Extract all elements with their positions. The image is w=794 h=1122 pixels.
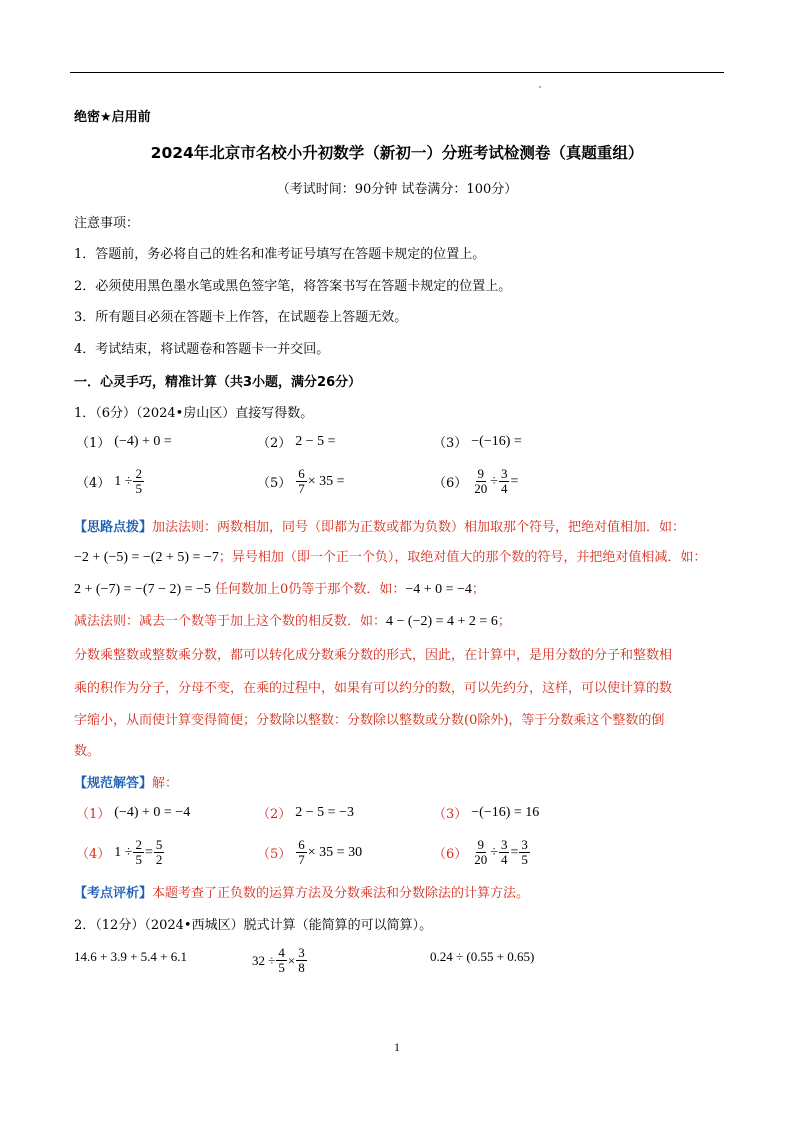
fraction: $\frac{3}{8}$ [298, 945, 305, 975]
section-heading: 一．心灵手巧，精准计算（共3小题，满分26分） [74, 375, 362, 390]
q2-expr-2: 32 ÷ $\frac{4}{5}$ × $\frac{3}{8}$ [252, 945, 305, 975]
secret-label: 绝密★启用前 [74, 110, 151, 125]
fraction: $\frac{2}{5}$ [135, 837, 142, 867]
hint-line-1: 【思路点拨】加法法则：两数相加，同号（即都为正数或都为负数）相加取那个符号，把绝对值相加．如： [74, 520, 686, 535]
q1-item-5: （5） $\frac{6}{7}$ × 35 = [257, 466, 345, 496]
note-item: 4．考试结束，将试题卷和答题卡一并交回。 [74, 342, 330, 357]
hint-line-6: 乘的积作为分子，分母不变，在乘的过程中，如果有可以约分的数，可以先约分，这样，可以使计算的数 [74, 681, 673, 696]
page-title: 2024年北京市名校小升初数学（新初一）分班考试检测卷（真题重组） [150, 144, 644, 162]
answer-item-1: （1） (−4) + 0 = −4 [76, 804, 191, 822]
fraction: $\frac{2}{5}$ [135, 466, 142, 496]
review-line: 【考点评析】本题考查了正负数的运算方法及分数乘法和分数除法的计算方法。 [74, 886, 530, 901]
question-1-stem: 1．（6分）（2024•房山区）直接写得数。 [74, 406, 314, 421]
answer-item-6: （6） $\frac{9}{20}$ ÷ $\frac{3}{4}$ = $\frac{3}{5}$ [433, 837, 528, 867]
answer-item-5: （5） $\frac{6}{7}$ × 35 = 30 [257, 837, 363, 867]
q1-item-4: （4） 1 ÷ $\frac{2}{5}$ [76, 466, 142, 496]
note-item: 1．答题前，务必将自己的姓名和准考证号填写在答题卡规定的位置上。 [74, 247, 486, 262]
answer-heading: 【规范解答】解： [74, 776, 179, 791]
fraction: $\frac{4}{5}$ [278, 945, 285, 975]
question-2-stem: 2．（12分）（2024•西城区）脱式计算（能简算的可以简算）。 [74, 918, 433, 933]
answer-item-4: （4） 1 ÷ $\frac{2}{5}$ = $\frac{5}{2}$ [76, 837, 163, 867]
hint-line-2: −2 + (−5) = −(2 + 5) = −7；异号相加（即一个正一个负），取绝对值大的那个数的符号，并把绝对值相减．如： [74, 550, 707, 565]
note-item: 2．必须使用黑色墨水笔或黑色签字笔，将答案书写在答题卡规定的位置上。 [74, 279, 512, 294]
fraction: $\frac{9}{20}$ [474, 466, 488, 496]
fraction: $\frac{6}{7}$ [298, 466, 305, 496]
fraction: $\frac{3}{5}$ [521, 837, 528, 867]
header-rule [70, 72, 724, 73]
note-item: 3．所有题目必须在答题卡上作答，在试题卷上答题无效。 [74, 310, 408, 325]
hint-line-7: 字缩小，从而使计算变得简便；分数除以整数：分数除以整数或分数(0除外)，等于分数乘这个整数的倒 [74, 713, 665, 728]
notes-heading: 注意事项： [74, 216, 140, 231]
hint-line-4: 减法法则：减去一个数等于加上这个数的相反数．如：4 − (−2) = 4 + 2 = 6； [74, 614, 511, 629]
q1-item-1: （1） (−4) + 0 = [76, 433, 172, 451]
fraction: $\frac{3}{4}$ [500, 837, 508, 867]
hint-line-3: 2 + (−7) = −(7 − 2) = −5 任何数加上0仍等于那个数．如：−4 + 0 = −4； [74, 582, 485, 597]
hint-line-8: 数。 [74, 744, 101, 759]
page-number: 1 [394, 1040, 400, 1054]
q2-expr-3: 0.24 ÷ (0.55 + 0.65) [430, 949, 535, 964]
fraction: $\frac{3}{4}$ [500, 466, 508, 496]
q1-item-3: （3） −(−16) = [433, 433, 522, 451]
fraction: $\frac{6}{7}$ [298, 837, 305, 867]
answer-item-3: （3） −(−16) = 16 [433, 804, 540, 822]
hint-line-5: 分数乘整数或整数乘分数，都可以转化成分数乘分数的形式，因此，在计算中，是用分数的分子和整数相 [74, 648, 673, 663]
fraction: $\frac{5}{2}$ [155, 837, 163, 867]
q1-item-6: （6） $\frac{9}{20}$ ÷ $\frac{3}{4}$ = [433, 466, 519, 496]
answer-item-2: （2） 2 − 5 = −3 [257, 804, 354, 822]
fraction: $\frac{9}{20}$ [474, 837, 488, 867]
page-subtitle: （考试时间：90分钟 试卷满分：100分） [276, 182, 518, 197]
q2-expr-1: 14.6 + 3.9 + 5.4 + 6.1 [74, 949, 187, 964]
header-dot [539, 86, 541, 88]
q1-item-2: （2） 2 − 5 = [257, 433, 336, 451]
